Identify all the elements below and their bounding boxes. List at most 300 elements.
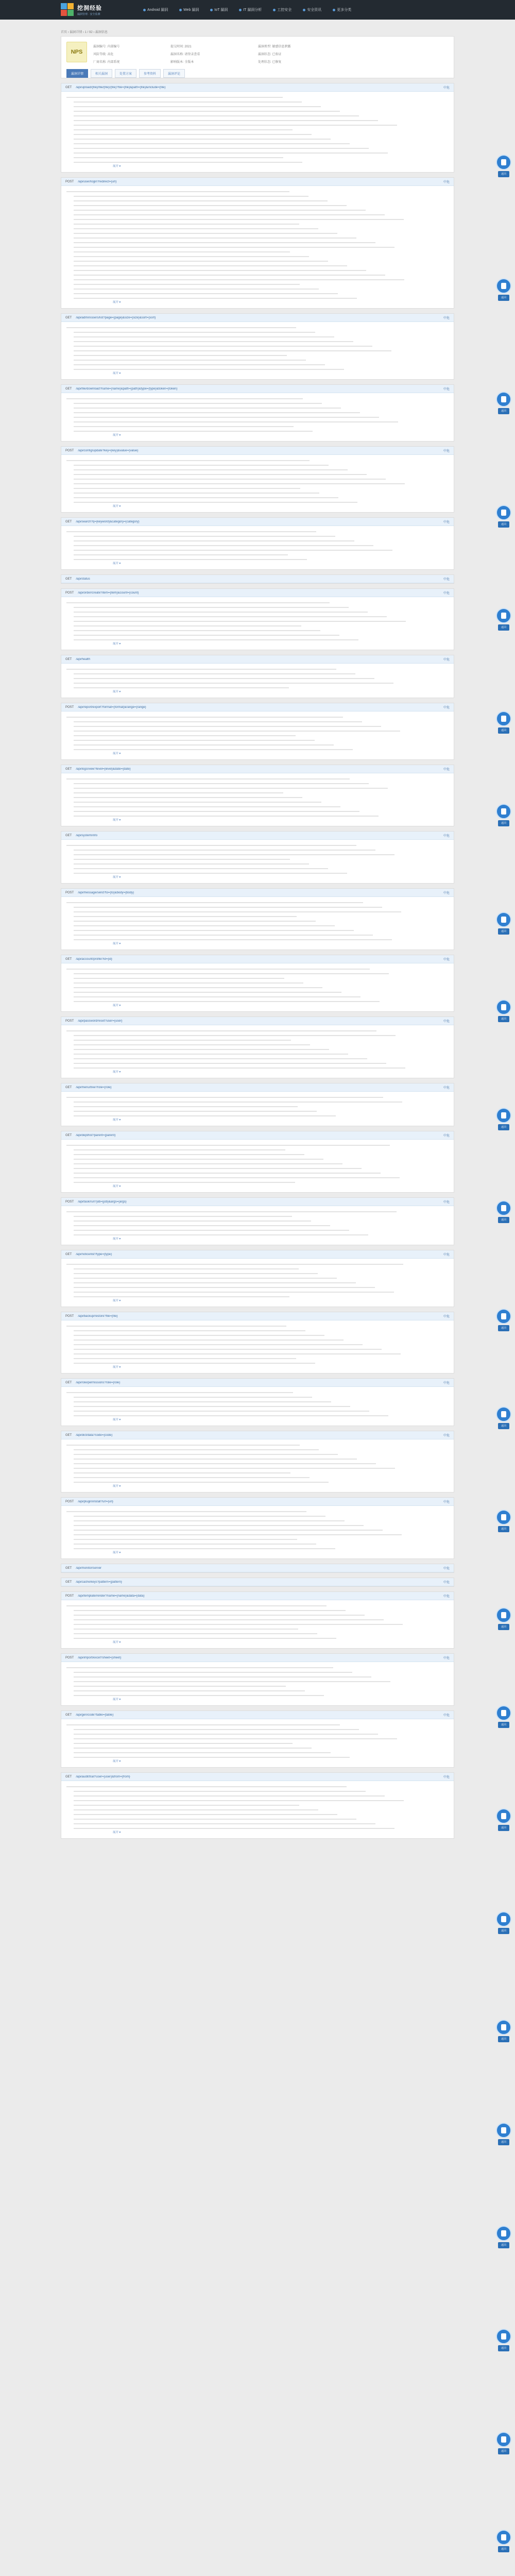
request-url[interactable]: /api/message/send?to={to}&body={body}: [78, 891, 134, 894]
float-tip-label[interactable]: 返回: [498, 408, 509, 414]
detail-line: [66, 405, 341, 410]
risk-badge: 中危: [443, 1434, 450, 1437]
risk-badge: 中危: [443, 1315, 450, 1318]
entry-header[interactable]: [61, 1083, 454, 1092]
entry-body: [61, 840, 454, 883]
entry-body: [61, 1781, 454, 1838]
detail-line: [66, 990, 341, 994]
entry-header[interactable]: [61, 1592, 454, 1600]
entry-body: [61, 322, 454, 379]
request-method: GET: [65, 1133, 72, 1137]
entry-body: [61, 393, 454, 441]
request-url[interactable]: /api/password/reset?user={user}: [78, 1019, 123, 1023]
request-url[interactable]: /api/plugin/install?url={url}: [78, 1500, 113, 1503]
expand-link[interactable]: 展开 ▾: [113, 819, 121, 822]
entry-header[interactable]: [61, 447, 454, 455]
detail-line: [66, 1622, 403, 1626]
detail-line: [66, 240, 375, 245]
expand-link[interactable]: 展开 ▾: [113, 876, 121, 879]
expand-link[interactable]: 展开 ▾: [113, 642, 121, 646]
dot-icon: [239, 9, 242, 11]
risk-badge: 中危: [443, 521, 450, 524]
entry-header[interactable]: [61, 385, 454, 393]
entry-header[interactable]: [61, 1131, 454, 1140]
request-url[interactable]: /api/search?q={keyword}&category={category}: [76, 520, 140, 523]
entry-header[interactable]: [61, 1431, 454, 1439]
detail-line: [66, 424, 294, 429]
tab-1[interactable]: 相关漏洞: [91, 69, 112, 78]
detail-line: [66, 1033, 396, 1038]
detail-line: [66, 1333, 324, 1337]
risk-badge: 中危: [443, 1581, 450, 1584]
chat-icon[interactable]: [496, 505, 511, 520]
float-tip-label[interactable]: 返回: [498, 1928, 509, 1934]
request-url[interactable]: /api/health: [76, 657, 91, 661]
request-url[interactable]: /api/template/render?name={name}&data={data}: [78, 1594, 145, 1598]
detail-line: [66, 249, 290, 254]
detail-line: [66, 419, 398, 424]
request-url[interactable]: /api/menu/tree?role={role}: [76, 1086, 112, 1089]
detail-line: [66, 194, 308, 198]
request-url[interactable]: /api/system/info: [76, 834, 98, 837]
detail-line: [66, 235, 356, 240]
request-method: GET: [65, 1775, 72, 1778]
detail-line: [66, 490, 319, 495]
tab-4[interactable]: 漏洞评论: [163, 69, 185, 78]
entry-header[interactable]: [61, 1379, 454, 1387]
chat-icon[interactable]: [496, 608, 511, 623]
request-method: GET: [65, 520, 72, 523]
detail-line: [66, 339, 353, 344]
entry-header[interactable]: [61, 1773, 454, 1781]
chat-icon[interactable]: [496, 999, 511, 1015]
detail-line: [66, 245, 394, 249]
chat-icon[interactable]: [496, 1309, 511, 1324]
detail-line: [66, 1228, 349, 1232]
float-tip-label[interactable]: 返回: [498, 2448, 509, 2454]
meta-field: 漏洞编号: 内部编号: [93, 45, 120, 48]
meta-field: 影响版本: 全版本: [170, 61, 194, 64]
request-url[interactable]: /api/account/profile?id={id}: [76, 957, 112, 961]
float-tip-label[interactable]: 返回: [498, 2139, 509, 2145]
float-tip-label[interactable]: 返回: [498, 1325, 509, 1331]
float-tip-label[interactable]: 返回: [498, 1722, 509, 1728]
nav-item-0[interactable]: [143, 7, 168, 12]
entry-header[interactable]: [61, 1017, 454, 1025]
expand-link[interactable]: 展开 ▾: [113, 1831, 121, 1834]
detail-line: [66, 1099, 402, 1104]
detail-line: [66, 637, 358, 642]
detail-line: [66, 109, 340, 113]
risk-badge: 中危: [443, 181, 450, 184]
float-tip-label[interactable]: 返回: [498, 1526, 509, 1532]
entry-body: [61, 664, 454, 698]
chat-icon[interactable]: [496, 2432, 511, 2447]
entry-card: [61, 1772, 454, 1839]
detail-line: [66, 933, 373, 937]
float-tip-label[interactable]: 返回: [498, 928, 509, 935]
entry-card: [61, 588, 454, 650]
detail-line: [66, 1546, 335, 1551]
detail-line: [66, 552, 288, 557]
chat-icon[interactable]: [496, 2329, 511, 2344]
dot-icon: [303, 9, 305, 11]
chat-icon[interactable]: [496, 1808, 511, 1824]
detail-line: [66, 259, 328, 263]
entry-header[interactable]: [61, 703, 454, 711]
float-tip-label[interactable]: 返回: [498, 1825, 509, 1831]
entry-header[interactable]: [61, 655, 454, 664]
nav-item-3[interactable]: [239, 7, 262, 12]
entry-header[interactable]: [61, 1711, 454, 1719]
detail-line: [66, 231, 337, 235]
detail-line: [66, 848, 375, 852]
request-url[interactable]: /api/notice/list?type={type}: [76, 1252, 112, 1256]
detail-line: [66, 1166, 362, 1171]
chat-icon[interactable]: [496, 1406, 511, 1422]
expand-link[interactable]: 展开 ▾: [113, 1698, 121, 1701]
detail-line: [66, 160, 302, 164]
detail-line: [66, 141, 350, 146]
request-url[interactable]: /api/audit/trail?user={user}&from={from}: [76, 1775, 130, 1778]
request-url[interactable]: /api/file/download?name={name}&path={path}&type={type}&token={token}: [76, 387, 178, 391]
detail-line: [66, 1280, 356, 1285]
risk-badge: 中危: [443, 1657, 450, 1660]
entry-body: [61, 963, 454, 1011]
detail-line: [66, 1722, 340, 1727]
detail-line: [66, 857, 290, 861]
risk-badge: 中危: [443, 768, 450, 771]
detail-line: [66, 985, 322, 990]
expand-link[interactable]: 展开 ▾: [113, 1071, 121, 1074]
nav-item-1[interactable]: [179, 7, 199, 12]
entry-list: [61, 83, 454, 1839]
request-url[interactable]: /api/report/export?format={format}&range={range}: [78, 705, 146, 709]
expand-link[interactable]: 展开 ▾: [113, 1760, 121, 1763]
float-tip-label[interactable]: 返回: [498, 521, 509, 528]
entry-card: [61, 517, 454, 570]
detail-line: [66, 189, 289, 194]
vuln-meta: [93, 42, 361, 64]
detail-line: [66, 127, 293, 132]
chat-icon[interactable]: [496, 1108, 511, 1123]
detail-line: [66, 1447, 319, 1452]
main-nav: [143, 7, 363, 12]
detail-line: [66, 1608, 346, 1613]
detail-line: [66, 852, 394, 857]
request-method: GET: [65, 86, 72, 89]
entry-body: [61, 1387, 454, 1426]
detail-line: [66, 843, 356, 848]
chat-icon[interactable]: [496, 711, 511, 726]
expand-link[interactable]: 展开 ▾: [113, 372, 121, 375]
chat-icon[interactable]: [496, 2226, 511, 2241]
chat-icon[interactable]: [496, 1200, 511, 1216]
expand-link[interactable]: 展开 ▾: [113, 1418, 121, 1421]
entry-body: [61, 1439, 454, 1492]
detail-line: [66, 362, 325, 367]
detail-line: [66, 557, 307, 562]
entry-header[interactable]: [61, 1498, 454, 1506]
request-method: GET: [65, 1433, 72, 1437]
entry-card: [61, 1378, 454, 1426]
expand-link[interactable]: 展开 ▾: [113, 434, 121, 437]
request-method: GET: [65, 767, 72, 771]
request-url[interactable]: /api/logs/view?level={level}&date={date}: [76, 767, 131, 771]
chat-icon[interactable]: [496, 804, 511, 819]
expand-link[interactable]: 展开 ▾: [113, 1004, 121, 1007]
detail-line: [66, 1342, 363, 1347]
detail-line: [66, 282, 300, 286]
request-url[interactable]: /api/config/update?key={key}&value={value}: [78, 449, 139, 452]
entry-body: [61, 1662, 454, 1705]
detail-line: [66, 1157, 323, 1161]
expand-link[interactable]: 展开 ▾: [113, 562, 121, 565]
risk-badge: 中危: [443, 958, 450, 961]
entry-header[interactable]: [61, 83, 454, 92]
entry-header[interactable]: [61, 889, 454, 897]
chat-icon[interactable]: [496, 278, 511, 294]
request-url[interactable]: /api/role/permissions?role={role}: [76, 1381, 121, 1384]
entry-card: [61, 1578, 454, 1587]
detail-line: [66, 1038, 291, 1042]
detail-line: [66, 681, 393, 685]
request-method: GET: [65, 957, 72, 961]
detail-line: [66, 1679, 390, 1684]
float-tip-label[interactable]: 返回: [498, 820, 509, 826]
float-tip-label[interactable]: 返回: [498, 2546, 509, 2552]
detail-line: [66, 458, 310, 463]
detail-line: [66, 325, 296, 330]
float-tip-label[interactable]: 返回: [498, 2242, 509, 2248]
detail-line: [66, 467, 348, 472]
entry-body: [61, 455, 454, 512]
entry-header[interactable]: [61, 765, 454, 773]
detail-line: [66, 1152, 304, 1157]
detail-line: [66, 1413, 388, 1418]
request-method: POST: [65, 1314, 74, 1318]
request-url[interactable]: /api/gen/code?table={table}: [76, 1713, 114, 1717]
tab-0[interactable]: 漏洞详情: [66, 69, 88, 78]
entry-header[interactable]: [61, 518, 454, 526]
detail-line: [66, 410, 360, 415]
entry-body: [61, 1092, 454, 1126]
meta-field: 漏洞状态: 已验证: [258, 53, 282, 56]
nav-item-5[interactable]: [303, 7, 321, 12]
float-tip-label[interactable]: 返回: [498, 2036, 509, 2042]
chat-icon[interactable]: [496, 1510, 511, 1525]
entry-card: [61, 765, 454, 826]
request-url[interactable]: /api/import/excel?sheet={sheet}: [78, 1656, 122, 1659]
detail-line: [66, 1232, 368, 1237]
detail-line: [66, 781, 369, 786]
detail-line: [66, 786, 388, 790]
entry-header[interactable]: [61, 589, 454, 597]
dot-icon: [179, 9, 182, 11]
request-url[interactable]: /api/task/run?job={job}&args={args}: [78, 1200, 127, 1204]
risk-badge: 中危: [443, 578, 450, 581]
request-url[interactable]: /api/user/login?redirect={url}: [78, 180, 117, 183]
tab-3[interactable]: 参考资料: [139, 69, 161, 78]
expand-link[interactable]: 展开 ▾: [113, 1299, 121, 1302]
entry-body: [61, 1025, 454, 1078]
detail-line: [66, 500, 357, 504]
detail-line: [66, 1052, 348, 1056]
entry-header[interactable]: [61, 575, 454, 583]
risk-badge: 中危: [443, 1501, 450, 1504]
expand-link[interactable]: 展开 ▾: [113, 942, 121, 945]
detail-line: [66, 481, 405, 486]
chat-icon[interactable]: [496, 1705, 511, 1721]
float-tip-label[interactable]: 返回: [498, 1124, 509, 1130]
detail-line: [66, 1798, 404, 1803]
detail-line: [66, 719, 362, 724]
detail-line: [66, 667, 336, 671]
nav-item-6[interactable]: [333, 7, 351, 12]
detail-line: [66, 1461, 376, 1466]
expand-link[interactable]: 展开 ▾: [113, 165, 121, 168]
risk-badge: 中危: [443, 706, 450, 709]
expand-link[interactable]: 展开 ▾: [113, 1366, 121, 1369]
nav-item-label: Web 漏洞: [183, 8, 199, 12]
float-tip-label[interactable]: 返回: [498, 1423, 509, 1429]
site-logo[interactable]: [61, 3, 143, 16]
request-method: GET: [65, 316, 72, 319]
entry-header[interactable]: [61, 178, 454, 186]
cube-logo-icon: [61, 3, 74, 16]
chat-icon[interactable]: [496, 2020, 511, 2035]
detail-line: [66, 738, 315, 742]
chat-icon[interactable]: [496, 155, 511, 170]
risk-badge: 中危: [443, 1382, 450, 1385]
entry-header[interactable]: [61, 1312, 454, 1320]
expand-link[interactable]: 展开 ▾: [113, 1485, 121, 1488]
chat-icon[interactable]: [496, 912, 511, 927]
risk-badge: 中危: [443, 317, 450, 320]
tab-2[interactable]: 处置方案: [115, 69, 136, 78]
detail-line: [66, 900, 363, 905]
entry-card: [61, 1564, 454, 1573]
detail-line: [66, 671, 355, 676]
expand-link[interactable]: 展开 ▾: [113, 301, 121, 304]
expand-link[interactable]: 展开 ▾: [113, 690, 121, 693]
expand-link[interactable]: 展开 ▾: [113, 752, 121, 755]
request-url[interactable]: /api/monitor/server: [76, 1566, 102, 1570]
entry-card: [61, 1250, 454, 1307]
entry-card: [61, 313, 454, 380]
detail-line: [66, 1443, 300, 1447]
detail-line: [66, 472, 367, 477]
entry-header[interactable]: [61, 955, 454, 963]
float-tip-label[interactable]: 返回: [498, 1624, 509, 1630]
detail-line: [66, 1665, 333, 1670]
nav-item-4[interactable]: [273, 7, 291, 12]
entry-header[interactable]: [61, 1250, 454, 1259]
entry-header[interactable]: [61, 1654, 454, 1662]
expand-link[interactable]: 展开 ▾: [113, 1118, 121, 1122]
detail-line: [66, 1390, 293, 1395]
float-tip-label[interactable]: 返回: [498, 624, 509, 631]
float-tip-label[interactable]: 返回: [498, 2345, 509, 2351]
expand-link[interactable]: 展开 ▾: [113, 1641, 121, 1644]
detail-line: [66, 928, 354, 933]
request-method: GET: [65, 1580, 72, 1584]
expand-link[interactable]: 展开 ▾: [113, 1551, 121, 1554]
expand-link[interactable]: 展开 ▾: [113, 505, 121, 508]
detail-line: [66, 1514, 325, 1518]
detail-line: [66, 1636, 336, 1640]
float-tip-label[interactable]: 返回: [498, 727, 509, 734]
entry-header[interactable]: [61, 1564, 454, 1572]
entry-header[interactable]: [61, 314, 454, 322]
detail-line: [66, 980, 303, 985]
float-tip-label[interactable]: 返回: [498, 171, 509, 177]
detail-line: [66, 344, 372, 348]
detail-line: [66, 1826, 394, 1831]
detail-line: [66, 1821, 375, 1826]
float-tip-label[interactable]: 返回: [498, 1016, 509, 1022]
detail-line: [66, 286, 319, 291]
chat-icon[interactable]: [496, 1607, 511, 1623]
request-url[interactable]: /api/admin/users/list?page={page}&size={size}&sort={sort}: [76, 316, 156, 319]
chat-icon[interactable]: [496, 2123, 511, 2138]
expand-link[interactable]: 展开 ▾: [113, 1185, 121, 1188]
risk-badge: 中危: [443, 1595, 450, 1598]
detail-line: [66, 1047, 329, 1052]
request-url[interactable]: /api/order/create?item={item}&count={count}: [78, 591, 139, 595]
detail-line: [66, 217, 404, 222]
chat-icon[interactable]: [496, 1911, 511, 1927]
detail-line: [66, 1147, 285, 1152]
request-url[interactable]: /api/dict/data?code={code}: [76, 1433, 113, 1437]
entry-header[interactable]: [61, 1578, 454, 1586]
request-url[interactable]: /api/backup/restore?file={file}: [78, 1314, 118, 1318]
float-tip-label[interactable]: 返回: [498, 295, 509, 301]
entry-card: [61, 1710, 454, 1768]
float-tip-label[interactable]: 返回: [498, 1217, 509, 1223]
chat-icon[interactable]: [496, 2530, 511, 2545]
entry-header[interactable]: [61, 1198, 454, 1206]
detail-line: [66, 146, 369, 150]
request-url[interactable]: /api/upload/{file}/file/{file}/{file}?file={file}&path={file}&include={file}: [76, 86, 166, 89]
detail-line: [66, 861, 309, 866]
risk-badge: 中危: [443, 658, 450, 662]
detail-line: [66, 605, 349, 609]
detail-line: [66, 1328, 305, 1333]
detail-line: [66, 1061, 386, 1065]
request-url[interactable]: /api/status: [76, 577, 90, 581]
detail-line: [66, 104, 321, 109]
detail-line: [66, 1028, 376, 1033]
entry-card: [61, 1431, 454, 1493]
chat-icon[interactable]: [496, 392, 511, 407]
nav-item-2[interactable]: [210, 7, 228, 12]
request-method: POST: [65, 891, 74, 894]
entry-header[interactable]: [61, 832, 454, 840]
detail-line: [66, 1613, 365, 1617]
detail-line: [66, 1727, 359, 1732]
request-url[interactable]: /api/cache/keys?pattern={pattern}: [76, 1580, 122, 1584]
request-method: POST: [65, 449, 74, 452]
expand-link[interactable]: 展开 ▾: [113, 1238, 121, 1241]
detail-line: [66, 401, 322, 405]
dot-icon: [210, 9, 213, 11]
detail-line: [66, 477, 386, 481]
detail-line: [66, 1409, 369, 1413]
request-url[interactable]: /api/dept/list?parent={parent}: [76, 1133, 116, 1137]
detail-line: [66, 614, 387, 619]
request-method: GET: [65, 1713, 72, 1717]
